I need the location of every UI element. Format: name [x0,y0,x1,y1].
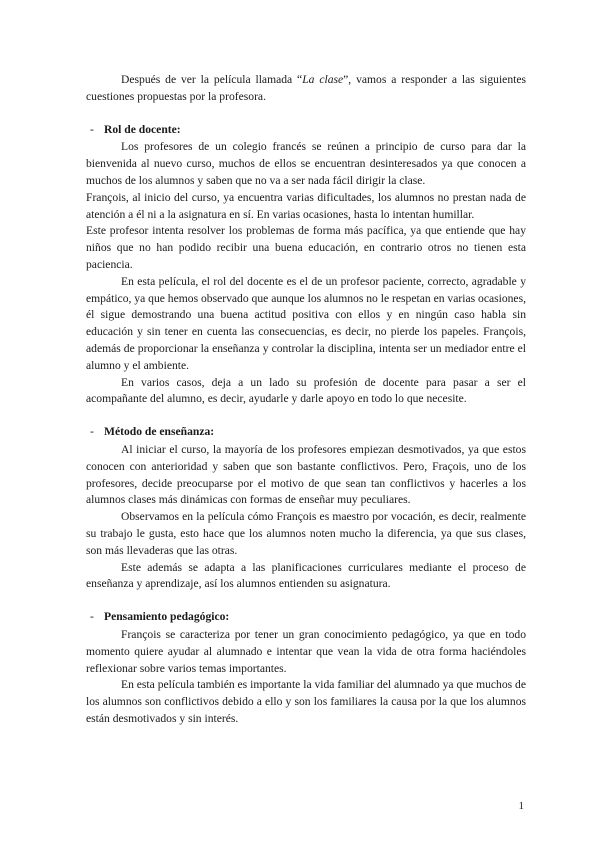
section-rol-docente [86,122,526,409]
paragraph: En varios casos, deja a un lado su profesión de docente para pasar a ser el acompañante del alumno, es decir, ayudarle y darle apoyo en todo lo que necesite. [86,375,526,406]
section-metodo-ensenanza [86,424,526,593]
page-number: 1 [518,800,524,812]
paragraph: En esta película también es importante la vida familiar del alumnado ya que muchos de los alumnos son conflictivos debido a ello y son los familiares la causa por la que los alumnos están desmotivados y sin interés. [86,678,527,725]
bullet-dash: - [90,610,94,624]
section-heading [86,424,526,441]
paragraph: François se caracteriza por tener un gran conocimiento pedagógico, ya que en todo momento quiere ayudar al alumnado e intentar que vean la vida de otra forma haciéndoles reflexionar sobre varios temas importantes. [86,627,526,675]
bullet-dash: - [90,122,94,136]
paragraph: Este profesor intenta resolver los problemas de forma más pacífica, ya que entiende que hay niños que no han podido recibir una buena educación, en contrario otros no tienen esta paciencia. [86,224,526,271]
bullet-dash: - [90,425,94,439]
document-body [86,72,526,744]
heading-rol-docente: Rol de docente: [104,122,181,136]
section-heading [86,609,526,626]
heading-metodo-ensenanza: Método de enseñanza: [104,425,215,439]
intro-text-start: Después de ver la película llamada “ [121,73,303,86]
film-title: La clase [302,73,344,86]
paragraph: Este además se adapta a las planificaciones curriculares mediante el proceso de enseñanza y aprendizaje, así los alumnos entienden su asignatura. [86,560,526,591]
paragraph: En esta película, el rol del docente es el de un profesor paciente, correcto, agradable y empático, ya que hemos observado que aunque los alumnos no le respetan en varias ocasiones, él sigue demostrando una buena actitud positiva con ellos y en ningún caso habla sin educación y sin tener en cuenta las consecuencias, es decir, no pierde los papeles. François, además de proporcionar la enseñanza y controlar la disciplina, intenta ser un mediador entre el alumno y el ambiente. [86,274,526,372]
section-heading [86,122,526,139]
paragraph: Al iniciar el curso, la mayoría de los profesores empiezan desmotivados, ya que estos conocen con anterioridad y saben que son bastante conflictivos. Pero, Fraçois, uno de los profesores, decide preocuparse por el motivo de que sean tan conflictivos y hacerles a los alumnos clases más dinámicas con formas de enseñar muy peculiares. [86,442,526,507]
paragraph: Observamos en la película cómo François es maestro por vocación, es decir, realmente su trabajo le gusta, esto hace que los alumnos noten mucho la diferencia, ya que sus clases, son más llevaderas que las otras. [86,510,526,557]
section-pensamiento-pedagogico [86,609,526,728]
intro-text-end: ”, vamos a responder a las siguientes cuestiones propuestas por la profesora. [86,73,526,103]
paragraph: Los profesores de un colegio francés se reúnen a principio de curso para dar la bienvenida al nuevo curso, muchos de ellos se encuentran desinteresados ya que conocen a muchos de los alumnos y saben que no va a ser nada fácil dirigir la clase. [86,140,526,187]
paragraph: François, al inicio del curso, ya encuentra varias dificultades, los alumnos no prestan nada de atención a él ni a la asignatura en sí. En varias ocasiones, hasta lo intentan humillar. [86,190,526,221]
intro-paragraph [86,72,526,106]
heading-pensamiento-pedagogico: Pensamiento pedagógico: [104,610,230,624]
